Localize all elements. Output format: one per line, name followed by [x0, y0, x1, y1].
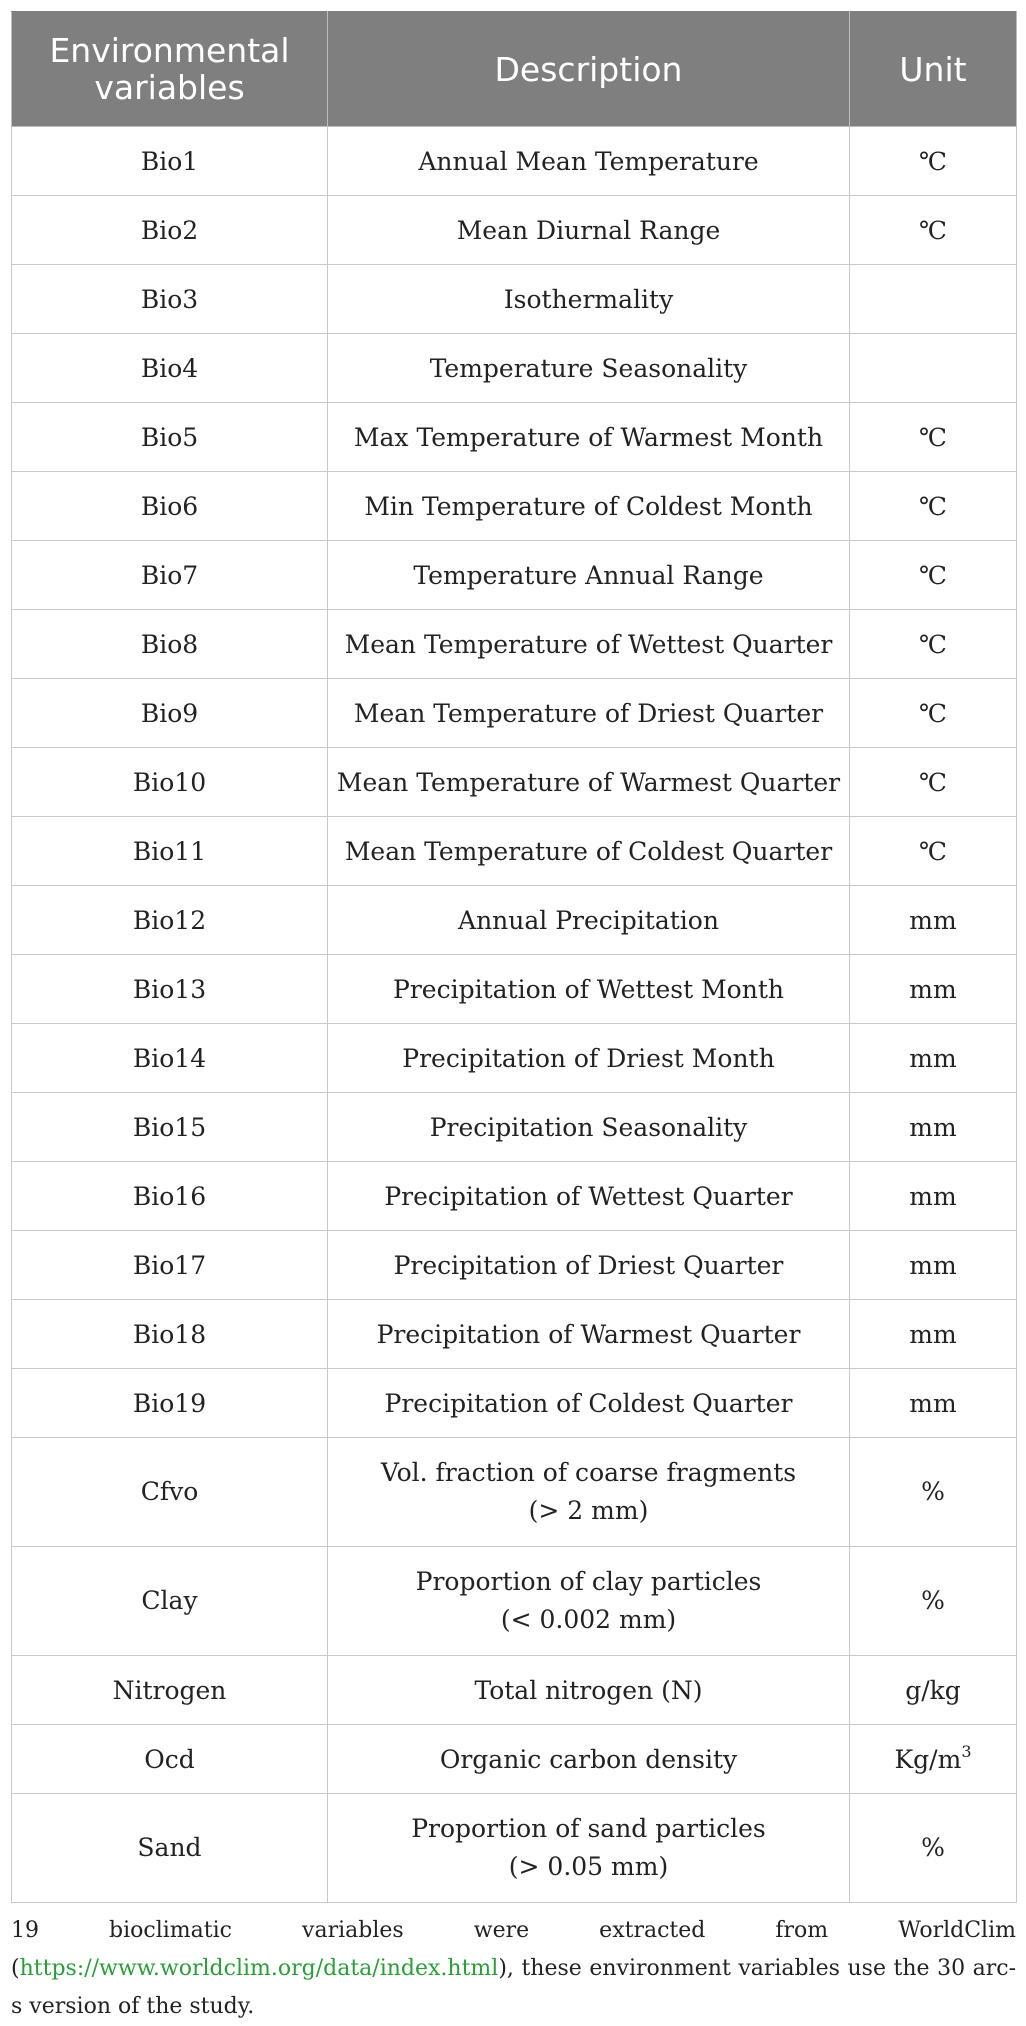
footnote-text-after: ), these environment variables use the 30 arc-s version of the study. [11, 1956, 1016, 2019]
table-footnote [11, 1912, 1016, 2026]
unit-cell [850, 1093, 1017, 1162]
description-line: Precipitation Seasonality [429, 1112, 748, 1142]
header-environmental-variables: Environmental variables [12, 12, 328, 127]
unit-cell [850, 1369, 1017, 1438]
table-row [12, 1300, 1017, 1369]
table-row [12, 265, 1017, 334]
table-row [12, 1093, 1017, 1162]
table-row [12, 748, 1017, 817]
variable-cell: Bio10 [12, 748, 328, 817]
description-line: Mean Temperature of Coldest Quarter [344, 836, 833, 866]
table-row [12, 1162, 1017, 1231]
table-row [12, 196, 1017, 265]
description-line: (> 0.05 mm) [508, 1852, 669, 1881]
variable-cell: Bio11 [12, 817, 328, 886]
table-row [12, 472, 1017, 541]
variable-cell: Bio15 [12, 1093, 328, 1162]
description-cell [328, 817, 850, 886]
table-header-row [12, 12, 1017, 127]
description-line: Precipitation of Wettest Month [393, 974, 784, 1004]
description-cell [328, 1438, 850, 1547]
unit-text: g/kg [905, 1675, 961, 1705]
unit-text: ℃ [919, 215, 947, 245]
unit-cell [850, 1547, 1017, 1656]
description-cell [328, 748, 850, 817]
table-row [12, 610, 1017, 679]
description-line: (> 2 mm) [528, 1496, 649, 1525]
variable-cell: Bio13 [12, 955, 328, 1024]
variable-cell: Clay [12, 1547, 328, 1656]
description-cell [328, 1547, 850, 1656]
variable-cell: Bio5 [12, 403, 328, 472]
table-row [12, 1024, 1017, 1093]
description-line: Min Temperature of Coldest Month [364, 491, 813, 521]
unit-cell [850, 1794, 1017, 1903]
description-line: Mean Temperature of Wettest Quarter [344, 629, 833, 659]
unit-text: % [921, 1833, 945, 1862]
description-cell [328, 1162, 850, 1231]
description-cell [328, 955, 850, 1024]
description-line: Temperature Seasonality [429, 353, 748, 383]
unit-cell [850, 334, 1017, 403]
unit-text: mm [909, 974, 957, 1004]
unit-text: ℃ [919, 698, 947, 728]
unit-text: ℃ [919, 491, 947, 521]
description-line: Isothermality [503, 284, 674, 314]
unit-cell [850, 472, 1017, 541]
description-line: Temperature Annual Range [413, 560, 764, 590]
description-cell [328, 403, 850, 472]
variable-cell: Bio14 [12, 1024, 328, 1093]
table-row [12, 1547, 1017, 1656]
unit-text: ℃ [919, 560, 947, 590]
unit-cell [850, 610, 1017, 679]
variable-cell: Bio9 [12, 679, 328, 748]
description-cell [328, 679, 850, 748]
variable-cell: Ocd [12, 1725, 328, 1794]
description-line: Precipitation of Warmest Quarter [376, 1319, 801, 1349]
description-cell [328, 1656, 850, 1725]
unit-cell [850, 1231, 1017, 1300]
description-line: Total nitrogen (N) [474, 1675, 703, 1705]
description-cell [328, 886, 850, 955]
unit-cell [850, 1300, 1017, 1369]
description-line: Mean Temperature of Driest Quarter [353, 698, 824, 728]
description-cell [328, 334, 850, 403]
table-row [12, 334, 1017, 403]
description-cell [328, 196, 850, 265]
description-cell [328, 1794, 850, 1903]
unit-cell [850, 886, 1017, 955]
table-row [12, 1231, 1017, 1300]
table-row [12, 1369, 1017, 1438]
table-row [12, 886, 1017, 955]
description-line: (< 0.002 mm) [500, 1605, 677, 1634]
variable-cell: Bio8 [12, 610, 328, 679]
table-row [12, 1438, 1017, 1547]
unit-cell [850, 1656, 1017, 1725]
description-line: Precipitation of Wettest Quarter [384, 1181, 793, 1211]
variable-cell: Bio16 [12, 1162, 328, 1231]
variable-cell: Nitrogen [12, 1656, 328, 1725]
description-line: Organic carbon density [439, 1744, 738, 1774]
unit-text: ℃ [919, 146, 947, 176]
description-line: Mean Diurnal Range [456, 215, 721, 245]
table-row [12, 541, 1017, 610]
table-body [12, 127, 1017, 1903]
variable-cell: Bio2 [12, 196, 328, 265]
unit-text: mm [909, 1043, 957, 1073]
table-row [12, 127, 1017, 196]
unit-text: mm [909, 1181, 957, 1211]
unit-cell [850, 1725, 1017, 1794]
unit-cell [850, 541, 1017, 610]
table-row [12, 679, 1017, 748]
description-line: Vol. fraction of coarse fragments [380, 1458, 797, 1487]
variable-cell: Bio7 [12, 541, 328, 610]
variable-cell: Bio12 [12, 886, 328, 955]
table-row [12, 817, 1017, 886]
table-row [12, 955, 1017, 1024]
unit-cell [850, 679, 1017, 748]
description-cell [328, 1300, 850, 1369]
unit-text: Kg/m [894, 1744, 962, 1774]
worldclim-link[interactable]: https://www.worldclim.org/data/index.html [19, 1956, 499, 1981]
description-cell [328, 265, 850, 334]
description-cell [328, 541, 850, 610]
description-line: Max Temperature of Warmest Month [353, 422, 824, 452]
table-row [12, 403, 1017, 472]
unit-cell [850, 1162, 1017, 1231]
variable-cell: Bio1 [12, 127, 328, 196]
unit-text: % [921, 1477, 945, 1506]
unit-text: mm [909, 1250, 957, 1280]
unit-text: ℃ [919, 836, 947, 866]
table-row [12, 1656, 1017, 1725]
unit-cell [850, 1438, 1017, 1547]
unit-cell [850, 265, 1017, 334]
variable-cell: Bio4 [12, 334, 328, 403]
variable-cell: Bio3 [12, 265, 328, 334]
description-cell [328, 1369, 850, 1438]
unit-cell [850, 127, 1017, 196]
description-cell [328, 127, 850, 196]
header-unit: Unit [850, 12, 1017, 127]
unit-superscript: 3 [961, 1741, 972, 1761]
unit-text: % [921, 1586, 945, 1615]
unit-cell [850, 196, 1017, 265]
unit-text: ℃ [919, 767, 947, 797]
unit-text: mm [909, 1319, 957, 1349]
variable-cell: Cfvo [12, 1438, 328, 1547]
environmental-variables-table [11, 11, 1017, 1903]
unit-text: mm [909, 1388, 957, 1418]
description-line: Precipitation of Driest Quarter [393, 1250, 784, 1280]
description-cell [328, 1093, 850, 1162]
table-row [12, 1725, 1017, 1794]
table-container [11, 11, 1016, 1903]
description-cell [328, 472, 850, 541]
unit-cell [850, 817, 1017, 886]
description-line: Annual Precipitation [458, 905, 719, 935]
description-line: Annual Mean Temperature [418, 146, 759, 176]
variable-cell: Bio18 [12, 1300, 328, 1369]
description-line: Precipitation of Driest Month [402, 1043, 775, 1073]
header-description: Description [328, 12, 850, 127]
description-line: Proportion of sand particles [411, 1814, 766, 1843]
variable-cell: Bio19 [12, 1369, 328, 1438]
unit-cell [850, 1024, 1017, 1093]
unit-text: ℃ [919, 629, 947, 659]
description-line: Precipitation of Coldest Quarter [384, 1388, 793, 1418]
unit-text: mm [909, 1112, 957, 1142]
description-line: Proportion of clay particles [415, 1567, 762, 1596]
description-cell [328, 1231, 850, 1300]
variable-cell: Sand [12, 1794, 328, 1903]
unit-cell [850, 748, 1017, 817]
footnote-text-before: 19 bioclimatic variables were extracted from WorldClim ( [11, 1918, 1016, 1981]
description-line: Mean Temperature of Warmest Quarter [336, 767, 841, 797]
description-cell [328, 610, 850, 679]
variable-cell: Bio17 [12, 1231, 328, 1300]
unit-text: ℃ [919, 422, 947, 452]
table-row [12, 1794, 1017, 1903]
variable-cell: Bio6 [12, 472, 328, 541]
description-cell [328, 1024, 850, 1093]
unit-cell [850, 403, 1017, 472]
description-cell [328, 1725, 850, 1794]
unit-cell [850, 955, 1017, 1024]
unit-text: mm [909, 905, 957, 935]
